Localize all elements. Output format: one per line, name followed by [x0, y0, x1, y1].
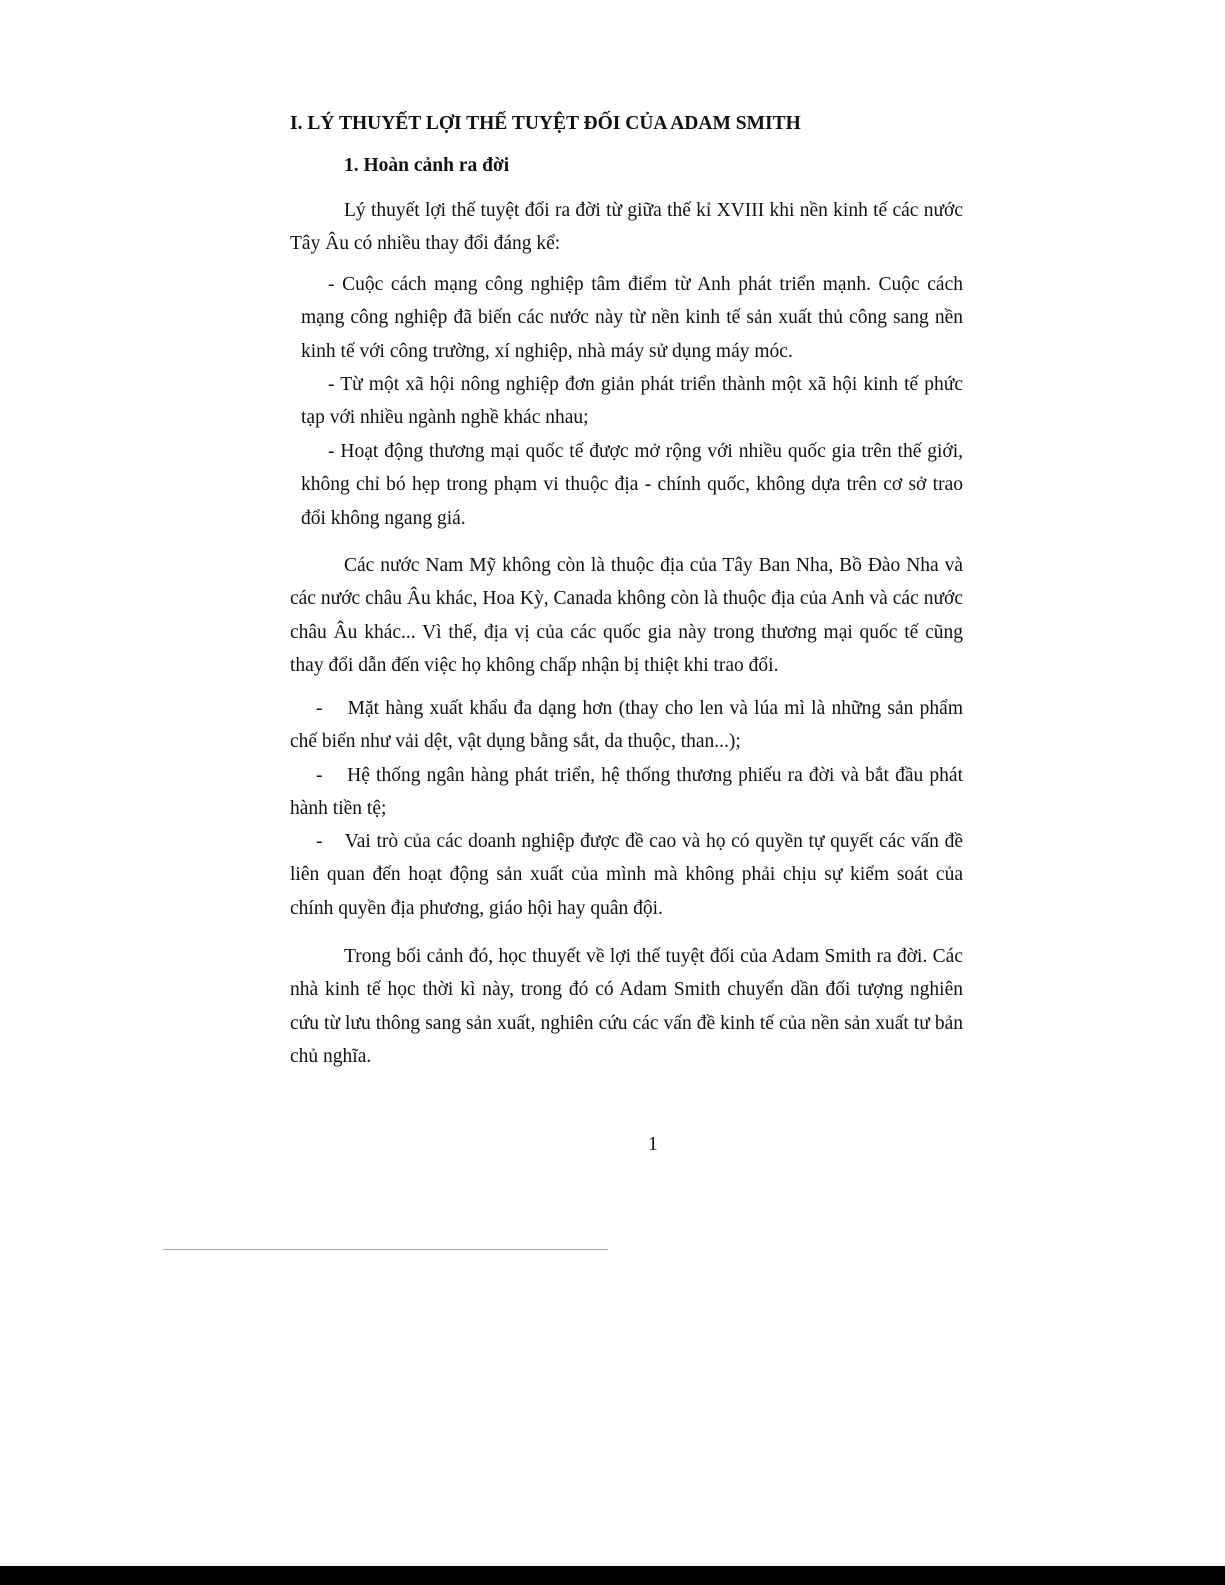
subsection-heading: 1. Hoàn cảnh ra đời — [344, 155, 510, 176]
paragraph-intro: Lý thuyết lợi thế tuyệt đối ra đời từ giữa thế kỉ XVIII khi nền kinh tế các nước Tây Âu có nhiều thay đổi đáng kể: — [290, 200, 963, 255]
bullet-export-goods: - Mặt hàng xuất khẩu đa dạng hơn (thay cho len và lúa mì là những sản phẩm chế biến như vải dệt, vật dụng bằng sắt, da thuộc, than...); — [290, 698, 968, 753]
bullet-international-trade: - Hoạt động thương mại quốc tế được mở rộng với nhiều quốc gia trên thế giới, không chỉ bó hẹp trong phạm vi thuộc địa - chính quốc, không dựa trên cơ sở trao đổi không ngang giá. — [301, 441, 963, 529]
paragraph-south-america: Các nước Nam Mỹ không còn là thuộc địa của Tây Ban Nha, Bồ Đào Nha và các nước châu Âu khác, Hoa Kỳ, Canada không còn là thuộc địa của Anh và các nước châu Âu khác... Vì thế, địa vị của các quốc gia này trong thương mại quốc tế cũng thay đổi dẫn đến việc họ không chấp nhận bị thiệt khi trao đổi. — [290, 555, 963, 676]
bullet-agricultural-society: - Từ một xã hội nông nghiệp đơn giản phát triển thành một xã hội kinh tế phức tạp với nhiều ngành nghề khác nhau; — [301, 374, 963, 429]
footnote-separator — [163, 1249, 608, 1250]
bullet-industrial-revolution: - Cuộc cách mạng công nghiệp tâm điểm từ Anh phát triển mạnh. Cuộc cách mạng công nghiệp đã biến các nước này từ nền kinh tế sản xuất thủ công sang nền kinh tế với công trường, xí nghiệp, nhà máy sử dụng máy móc. — [301, 274, 963, 362]
section-heading: I. LÝ THUYẾT LỢI THẾ TUYỆT ĐỐI CỦA ADAM SMITH — [290, 113, 801, 134]
bullet-enterprise-role: - Vai trò của các doanh nghiệp được đề cao và họ có quyền tự quyết các vấn đề liên quan đến hoạt động sản xuất của mình mà không phải chịu sự kiểm soát của chính quyền địa phương, giáo hội hay quân đội. — [290, 831, 968, 919]
paragraph-context: Trong bối cảnh đó, học thuyết về lợi thế tuyệt đối của Adam Smith ra đời. Các nhà kinh tế học thời kì này, trong đó có Adam Smith chuyển dần đối tượng nghiên cứu từ lưu thông sang sản xuất, nghiên cứu các vấn đề kinh tế của nền sản xuất tư bản chủ nghĩa. — [290, 946, 963, 1067]
page-number: 1 — [648, 1134, 658, 1155]
bullet-banking-system: - Hệ thống ngân hàng phát triển, hệ thống thương phiếu ra đời và bắt đầu phát hành tiền tệ; — [290, 765, 968, 820]
page-bottom-edge — [0, 1566, 1225, 1585]
